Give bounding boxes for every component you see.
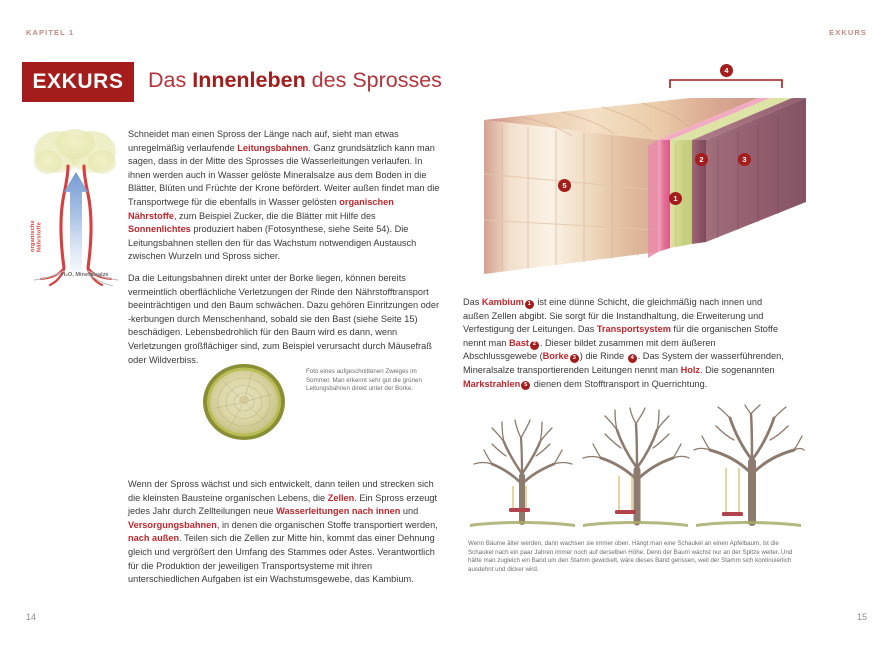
sapling-label-water: H₂O, Mineralsalze [61, 272, 109, 278]
highlight-kambium: Kambium [481, 297, 524, 307]
left-paragraph-3 [128, 478, 440, 600]
page-title-part3: des Sprosses [305, 68, 442, 92]
diagram-marker-3[interactable]: 3 [738, 153, 751, 166]
highlight-organische-naehrstoffe: organischen Nährstoffe [128, 196, 394, 221]
crown-foliage [34, 129, 116, 174]
inline-marker-5: 5 [521, 381, 530, 390]
text-run: und [400, 506, 419, 517]
diagram-marker-1[interactable]: 1 [669, 192, 682, 205]
text-run: . Ganz grundsätzlich kann man sagen, dass in der Mitte des Sprosses die Wasserleitungen verlaufen. In ihnen werden auch in Wasser gelöste Mineralsalze aus dem Boden in die Blätter, Blüten und Früchte der Krone befördert. Weiter außen findet man die Transportwege für die ebenfalls in Wasser gelösten [128, 142, 440, 207]
highlight-sonnenlichtes: Sonnenlichtes [128, 224, 191, 235]
highlight-zellen: Zellen [327, 492, 355, 503]
photo-caption: Foto eines aufgeschnittenen Zweiges im Sommer. Man erkennt sehr gut die grünen Leitungsbahnen direkt unter der Borke. [306, 368, 422, 393]
paragraph-text [128, 478, 440, 587]
text-run: . Die sogenannten [699, 364, 775, 375]
text-run: Wenn der Spross wächst und sich entwickelt, dann teilen und strecken sich die kleinsten Bausteine organischen Lebens, die [128, 479, 434, 503]
text-run: . Teilen sich die Zellen zur Mitte hin, kommt das einer Dehnung gleich und vergrößert den Umfang des Stammes oder Astes. Verantwortlich für die Produktion der jeweiligen Transportsysteme mit ihren unterschiedlichen Aufgaben ist ein Wachstumsgewebe, das Kambium. [128, 533, 435, 585]
inline-marker-1: 1 [525, 300, 534, 309]
text-run: , in denen die organischen Stoffe transportiert werden, [216, 519, 438, 530]
diagram-marker-2[interactable]: 2 [695, 153, 708, 166]
ground-line [696, 521, 801, 527]
text-run: Schneidet man einen Spross der Länge nach auf, sieht man etwas unregelmäßig verlaufende [128, 129, 399, 153]
ground-line [583, 521, 688, 527]
highlight-nach-aussen: nach außen [128, 533, 180, 544]
paragraph-text [463, 296, 785, 391]
twig-cross-section-photo [200, 358, 288, 446]
highlight-markstrahlen: Markstrahlen [463, 378, 521, 389]
exkurs-banner-label: EXKURS [32, 70, 124, 93]
highlight-versorgungsbahnen: Versorgungsbahnen [128, 519, 217, 530]
tree-illustration-2 [579, 404, 692, 532]
text-run: dienen dem Stofftransport in Querrichtung. [531, 378, 708, 389]
page-title-part2: Innenleben [192, 68, 306, 92]
paragraph-text [128, 128, 440, 264]
text-run: . Das System der wasserführenden, Mineralsalze transportierenden Leitungen nennt man [463, 351, 784, 375]
stem-block-diagram [462, 62, 806, 292]
highlight-transportsystem: Transportsystem [596, 324, 671, 335]
swing [722, 468, 743, 516]
tree-illustration-1 [466, 404, 579, 532]
xylem-arrow [64, 172, 88, 272]
text-run: Das [463, 297, 482, 307]
inline-marker-4: 4 [628, 354, 637, 363]
running-head-right: EXKURS [829, 28, 867, 37]
page-number-right: 15 [856, 612, 867, 622]
highlight-holz: Holz [680, 364, 700, 375]
sapling-label-organic: organische Nährstoffe [30, 220, 43, 252]
text-run: produziert haben (Fotosynthese, siehe Seite 54). Die Leitungsbahnen stellen den für das Wachstum notwendigen Austausch zwischen Wurzeln und Spross sicher. [128, 224, 417, 262]
rinde-bracket [670, 80, 782, 88]
ground-line [470, 521, 575, 527]
page-number-left: 14 [26, 612, 37, 622]
page-title-part1: Das [148, 68, 193, 92]
left-paragraph-1 [128, 128, 440, 277]
paragraph-text: Da die Leitungsbahnen direkt unter der Borke liegen, können bereits vermeintlich oberflächliche Verletzungen der Rinde den Nährstofftransport beeinträchtigen und den Baum schwächen. Dazu gehören Einritzungen oder -kerbungen durch Menschenhand, sobald sie den Bast (siehe Seite 15) beschädigen. Lebensbedrohlich für den Baum wird es dann, wenn Verletzungen großflächiger sind, zum Beispiel verursacht durch Mäusefraß oder Wildverbiss. [128, 273, 440, 365]
tree-illustration-3 [692, 404, 805, 532]
tree-growth-illustration-strip [466, 404, 806, 532]
diagram-marker-4[interactable]: 4 [720, 64, 733, 77]
swing [615, 476, 636, 514]
highlight-borke: Borke [542, 351, 569, 362]
text-run: ) die Rinde [579, 351, 627, 362]
tree-illustration-caption: Wenn Bäume älter werden, dann wachsen sie immer oben. Hängt man eine Schaukel an einen Apfelbaum, ist die Schaukel nach ein paar Jahren immer noch auf derselben Höhe. Denn der Baum wächst nur an der Spitze weiter. Und hätte man zugleich ein Band um den Stamm gewickelt, wäre dieses Band gerissen, weil der Stamm sich kontinuierlich ausdehnt und dicker wird. [468, 540, 793, 573]
page-title [148, 68, 442, 93]
inline-marker-3: 3 [570, 354, 579, 363]
inline-marker-2: 2 [530, 341, 539, 350]
text-run: . Dieser bildet zusammen mit dem äußeren Abschlussgewebe ( [463, 337, 716, 362]
highlight-bast: Bast [508, 337, 529, 348]
text-run: , zum Beispiel Zucker, die die Blätter mit Hilfe des [173, 210, 376, 221]
text-run: . Ein Spross erzeugt jedes Jahr durch Zellteilungen neue [128, 492, 438, 517]
diagram-marker-5[interactable]: 5 [558, 179, 571, 192]
text-run: für die organischen Stoffe nennt man [463, 324, 778, 348]
exkurs-banner [22, 62, 134, 102]
highlight-wasserleitungen: Wasserleitungen nach innen [276, 506, 401, 517]
right-paragraph-1 [463, 296, 785, 404]
highlight-leitungsbahnen: Leitungsbahnen [237, 142, 309, 153]
running-head-left: KAPITEL 1 [26, 28, 75, 37]
text-run: ist eine dünne Schicht, die gleichmäßig nach innen und außen Zellen abgibt. Sie sorgt für die Instandhaltung, die Erweiterung und Verfestigung der Leitungen. Das [463, 297, 764, 335]
